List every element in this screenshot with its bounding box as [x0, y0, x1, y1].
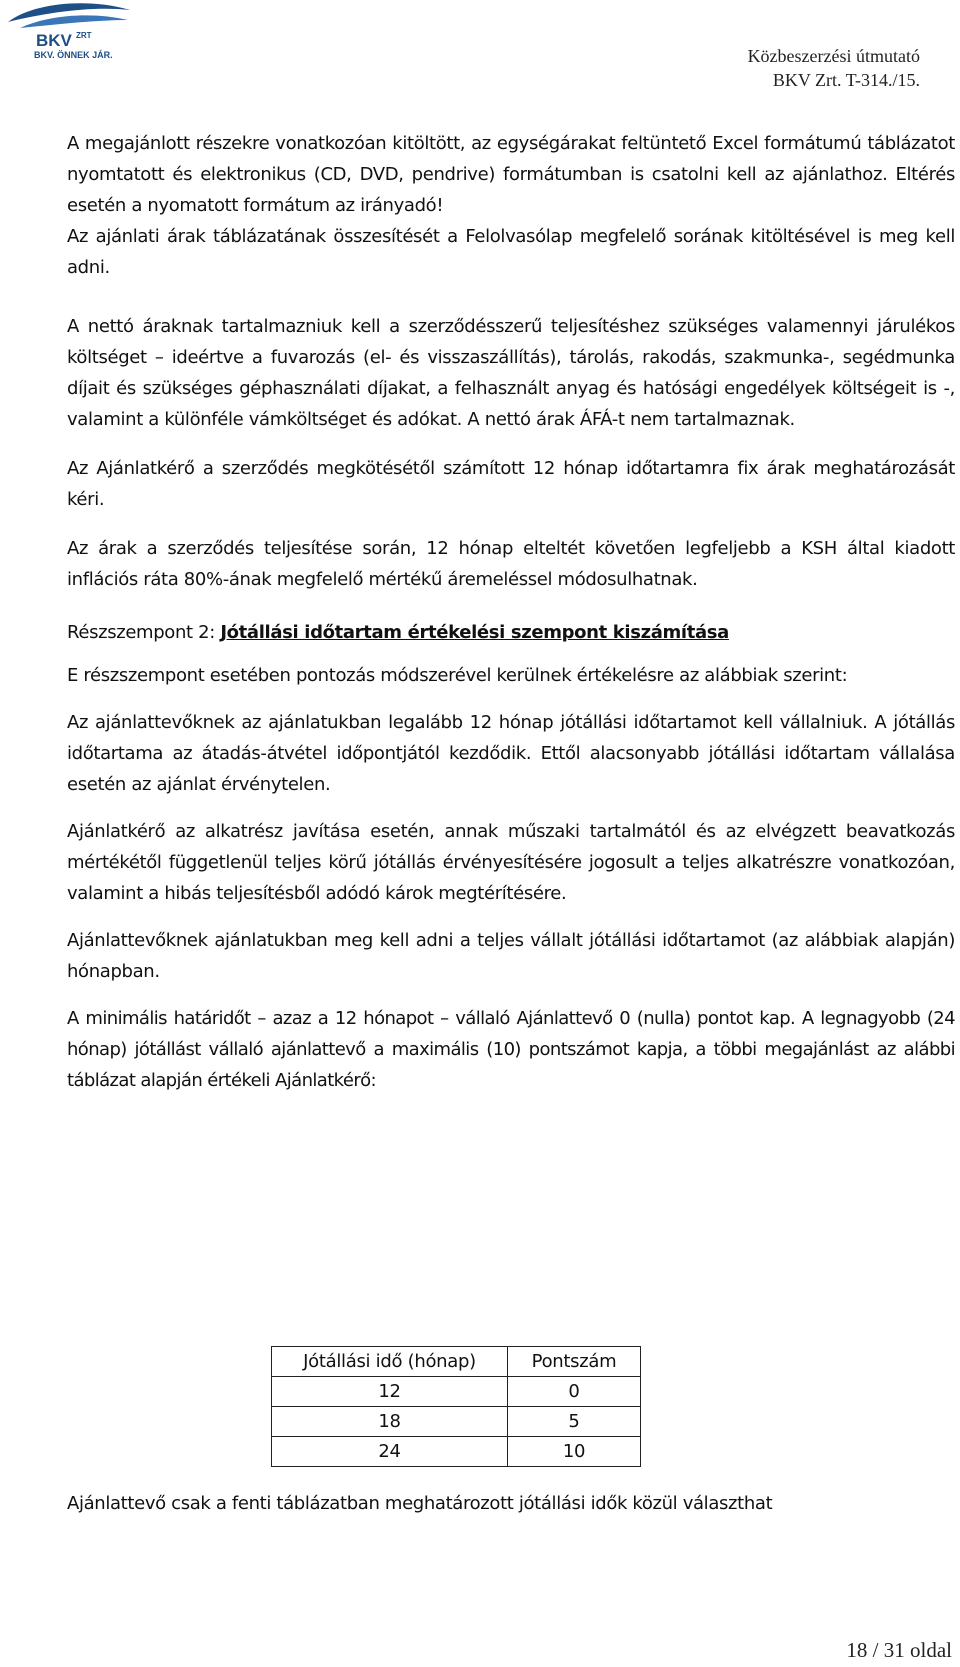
closing-note: Ajánlattevő csak a fenti táblázatban meghatározott jótállási idők közül választhat	[67, 1493, 773, 1514]
paragraph: Ajánlattevőknek ajánlatukban meg kell adni a teljes vállalt jótállási időtartamot (az alábbiak alapján) hónapban.	[67, 930, 955, 982]
subcriterion-title: Jótállási időtartam értékelési szempont kiszámítása	[220, 622, 729, 643]
table-row	[272, 1377, 641, 1407]
paragraph: A megajánlott részekre vonatkozóan kitöltött, az egységárakat feltüntető Excel formátumú táblázatot nyomtatott és elektronikus (CD, DVD, pendrive) formátumban is csatolni kell az ajánlathoz. Eltérés esetén a nyomatott formátum az irányadó!	[67, 133, 955, 216]
document-body	[67, 128, 955, 1096]
paragraph: Az Ajánlatkérő a szerződés megkötésétől számított 12 hónap időtartamra fix árak meghatározását kéri.	[67, 458, 955, 510]
page-number: 18 / 31 oldal	[846, 1638, 952, 1662]
paragraph: Az ajánlattevőknek az ajánlatukban legalább 12 hónap jótállási időtartamot kell vállalniuk. A jótállás időtartama az átadás-átvétel időpontjától kezdődik. Ettől alacsonyabb jótállási időtartam vállalása esetén az ajánlat érvénytelen.	[67, 712, 955, 795]
subcriterion-label: Részszempont 2:	[67, 622, 215, 643]
document-id: BKV Zrt. T-314./15.	[772, 70, 920, 90]
document-title: Közbeszerzési útmutató	[747, 46, 920, 66]
paragraph: A minimális határidőt – azaz a 12 hónapot – vállaló Ajánlattevő 0 (nulla) pontot kap. A legnagyobb (24 hónap) jótállást vállaló ajánlattevő a maximális (10) pontszámot kapja, a többi megajánlást az alábbi táblázat alapján értékeli Ajánlatkérő:	[67, 1008, 955, 1091]
document-header	[748, 44, 920, 92]
table-cell: 10	[508, 1437, 641, 1467]
svg-text:BKV. ÖNNEK JÁR.: BKV. ÖNNEK JÁR.	[34, 50, 113, 60]
paragraph: Ajánlatkérő az alkatrész javítása esetén, annak műszaki tartalmától és az elvégzett beavatkozás mértékétől függetlenül teljes körű jótállás érvényesítésére jogosult a teljes alkatrészre vonatkozóan, valamint a hibás teljesítésből adódó károk megtérítésére.	[67, 821, 955, 904]
table-cell: 24	[272, 1437, 508, 1467]
column-header: Pontszám	[508, 1347, 641, 1377]
svg-text:BKV: BKV	[36, 31, 72, 50]
table-cell: 18	[272, 1407, 508, 1437]
bkv-logo	[4, 0, 136, 64]
table-row	[272, 1437, 641, 1467]
svg-text:ZRT: ZRT	[76, 31, 92, 40]
paragraph: E részszempont esetében pontozás módszerével kerülnek értékelésre az alábbiak szerint:	[67, 665, 848, 686]
paragraph: A nettó áraknak tartalmazniuk kell a szerződésszerű teljesítéshez szükséges valamennyi járulékos költséget – ideértve a fuvarozás (el- és visszaszállítás), tárolás, rakodás, szakmunka-, segédmunka díjait és szükséges géphasználati díjakat, a felhasznált anyag és hatósági engedélyek költségeit is -, valamint a különféle vámköltséget és adókat. A nettó árak ÁFÁ-t nem tartalmaznak.	[67, 316, 955, 430]
column-header: Jótállási idő (hónap)	[272, 1347, 508, 1377]
subcriterion-heading	[67, 617, 955, 648]
table-header-row	[272, 1347, 641, 1377]
paragraph: Az ajánlati árak táblázatának összesítését a Felolvasólap megfelelő sorának kitöltésével is meg kell adni.	[67, 226, 955, 278]
table-cell: 0	[508, 1377, 641, 1407]
table-cell: 12	[272, 1377, 508, 1407]
warranty-score-table	[271, 1346, 641, 1467]
table-cell: 5	[508, 1407, 641, 1437]
paragraph: Az árak a szerződés teljesítése során, 12 hónap elteltét követően legfeljebb a KSH által kiadott inflációs ráta 80%-ának megfelelő mértékű áremeléssel módosulhatnak.	[67, 538, 955, 590]
table-row	[272, 1407, 641, 1437]
